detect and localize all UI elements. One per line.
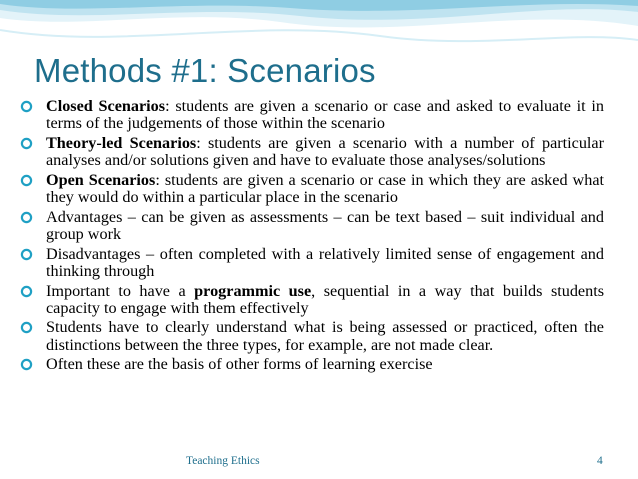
bullet-item-closed-scenarios bbox=[16, 98, 604, 132]
bullet-item-advantages bbox=[16, 209, 604, 243]
bullet-text: Important to have a bbox=[46, 281, 195, 300]
circle-bullet-icon bbox=[20, 321, 33, 334]
circle-bullet-icon bbox=[20, 100, 33, 113]
bullet-item-theory-led-scenarios bbox=[16, 135, 604, 169]
bullet-text: : students are given a scenario or case and asked to evaluate it in terms of the judgements of those within the scenario bbox=[46, 97, 605, 133]
header-wave-decoration bbox=[0, 0, 638, 60]
bullet-bold-text: Closed Scenarios bbox=[46, 97, 166, 115]
circle-bullet-icon bbox=[20, 211, 33, 224]
bullet-item-students-understand bbox=[16, 319, 604, 353]
bullet-text: : students are given a scenario with a number of particular analyses and/or solutions given and have to evaluate those analyses/solutions bbox=[46, 133, 604, 170]
bullet-text: Often these are the basis of other forms of learning exercise bbox=[46, 355, 433, 374]
bullet-bold-text: programmic use bbox=[194, 281, 312, 300]
circle-bullet-icon bbox=[20, 358, 33, 371]
bullet-list bbox=[16, 98, 604, 376]
bullet-text: : students are given a scenario or case in which they are asked what they would do within a particular place in the scenario bbox=[46, 170, 605, 207]
page-number: 4 bbox=[597, 455, 603, 467]
bullet-bold-text: Theory-led Scenarios bbox=[46, 133, 197, 152]
footer-title: Teaching Ethics bbox=[186, 455, 260, 467]
circle-bullet-icon bbox=[20, 174, 33, 187]
bullet-text: , sequential in a way that builds students capacity to engage with them effectively bbox=[46, 281, 604, 317]
bullet-item-disadvantages bbox=[16, 246, 604, 280]
bullet-bold-text: Open Scenarios bbox=[46, 170, 156, 189]
bullet-text: Advantages – can be given as assessments – can be text based – suit individual and group work bbox=[46, 207, 604, 243]
bullet-item-programmic-use bbox=[16, 283, 604, 317]
circle-bullet-icon bbox=[20, 248, 33, 261]
slide-title: Methods #1: Scenarios bbox=[34, 52, 376, 89]
circle-bullet-icon bbox=[20, 285, 33, 298]
bullet-text: Disadvantages – often completed with a relatively limited sense of engagement and thinking through bbox=[46, 244, 604, 280]
bullet-item-basis-of-other-forms bbox=[16, 356, 604, 373]
circle-bullet-icon bbox=[20, 137, 33, 150]
bullet-text: Students have to clearly understand what is being assessed or practiced, often the distinctions between the three types, for example, are not made clear. bbox=[46, 318, 604, 354]
bullet-item-open-scenarios bbox=[16, 172, 604, 206]
